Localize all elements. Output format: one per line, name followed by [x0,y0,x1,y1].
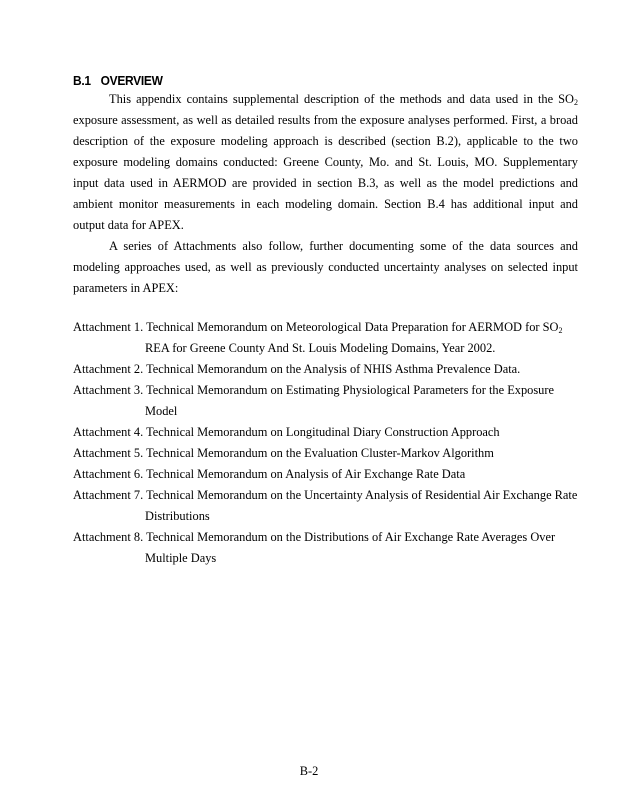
attachment-item: Attachment 7. Technical Memorandum on the Uncertainty Analysis of Residential Air Exchange Rate Distributions [73,488,578,523]
attachment-item: Attachment 3. Technical Memorandum on Estimating Physiological Parameters for the Exposure Model [73,383,554,418]
attachment-item: Attachment 6. Technical Memorandum on Analysis of Air Exchange Rate Data [73,467,466,481]
paragraph-intro-rest: exposure assessment, as well as detailed results from the exposure analyses performed. First, a broad description of the exposure modeling approach is described (section B.2), applicable to the two exposure modeling domains conducted: Greene County, Mo. and St. Louis, MO. Supplementary input data used in AERMOD are provided in section B.3, as well as the model predictions and ambient monitor measurements in each modeling domain. Section B.4 has additional input and output data for APEX. [73,113,578,232]
so2-subscript: 2 [558,326,563,335]
attachment-item: Attachment 2. Technical Memorandum on the Analysis of NHIS Asthma Prevalence Data. [73,362,521,376]
attachment-list [73,317,578,569]
attachment-item: Attachment 1. Technical Memorandum on Meteorological Data Preparation for AERMOD for $SO_2$ REA for Greene County And St. Louis Modeling Domains, Year 2002. [73,320,563,355]
page-number: B-2 [299,764,319,778]
section-title: OVERVIEW [100,73,163,88]
paragraph-attachments-intro: A series of Attachments also follow, further documenting some of the data sources and modeling approaches used, as well as previously conducted uncertainty analyses on selected input parameters in APEX: [73,239,578,295]
section-heading [73,73,163,88]
paragraph-intro-start: This appendix contains supplemental description of the methods and data used in the SO [109,92,574,106]
attachment-item: Attachment 8. Technical Memorandum on the Distributions of Air Exchange Rate Averages Over Multiple Days [73,530,556,565]
overview-body [73,89,578,299]
attachment-item: Attachment 4. Technical Memorandum on Longitudinal Diary Construction Approach [73,425,500,439]
section-number: B.1 [73,73,91,88]
attachment-item: Attachment 5. Technical Memorandum on the Evaluation Cluster-Markov Algorithm [73,446,494,460]
paragraph-intro [73,89,578,236]
so2-subscript: 2 [574,98,578,107]
